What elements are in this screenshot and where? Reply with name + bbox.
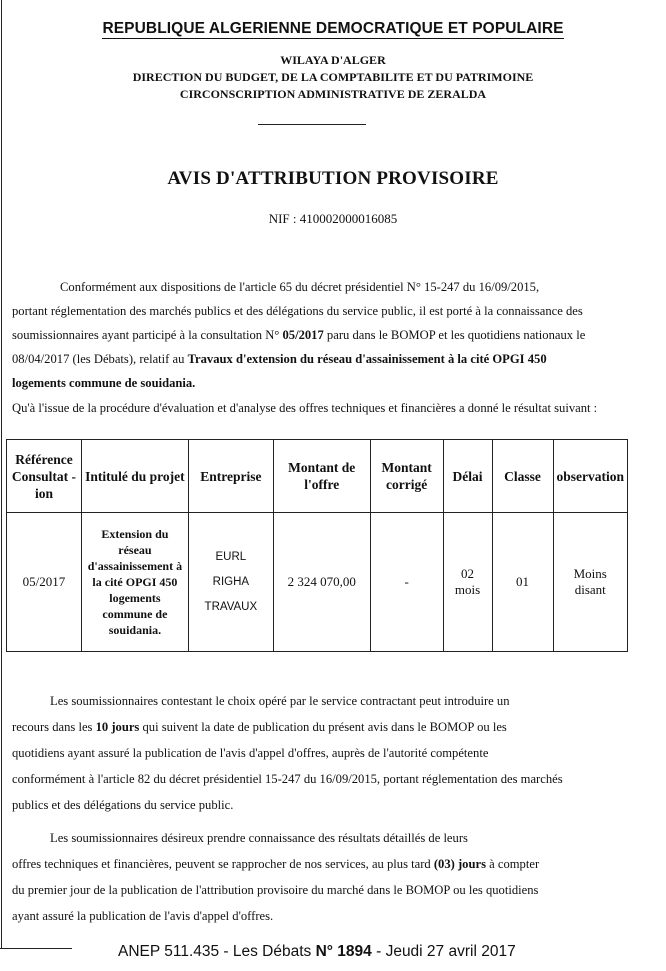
cell-observation: Moins disant	[553, 513, 628, 652]
intro-line: Conformément aux dispositions de l'article 65 du décret présidentiel N° 15-247 du 16/09/2015,	[60, 280, 540, 294]
header-classe: Classe	[492, 440, 553, 513]
header-entreprise: Entreprise	[188, 440, 273, 513]
direction-line: DIRECTION DU BUDGET, DE LA COMPTABILITE ET DU PATRIMOINE	[132, 70, 534, 84]
cell-classe: 01	[492, 513, 553, 652]
header-reference: Référence Consultat -ion	[7, 440, 82, 513]
intro-line: soumissionnaires ayant participé à la consultation N° 05/2017 paru dans le BOMOP et les quotidiens nationaux le	[12, 328, 586, 342]
heading-separator	[258, 124, 366, 125]
intro-line: portant réglementation des marchés publics et des délégations du service public, il est porté à la connaissance des	[12, 304, 583, 318]
republic-heading-text: REPUBLIQUE ALGERIENNE DEMOCRATIQUE ET POPULAIRE	[102, 20, 564, 37]
publication-footer: ANEP 511.435 - Les Débats N° 1894 - Jeudi 27 avril 2017	[118, 943, 516, 960]
cell-montant-corrige: -	[370, 513, 443, 652]
header-observation: observation	[553, 440, 628, 513]
resultats-line: du premier jour de la publication de l'attribution provisoire du marché dans le BOMOP ou les quotidiens	[12, 883, 539, 897]
cell-montant: 2 324 070,00	[273, 513, 370, 652]
recours-line: conformément à l'article 82 du décret présidentiel 15-247 du 16/09/2015, portant réglementation des marchés	[12, 772, 563, 786]
project-title-continued: logements commune de souidania.	[12, 376, 196, 390]
cell-delai: 02 mois	[443, 513, 492, 652]
table-row	[7, 513, 628, 652]
issue-number: N° 1894	[315, 943, 372, 960]
resultats-delay: (03) jours	[433, 857, 486, 871]
cell-intitule: Extension du réseau d'assainissement à la cité OPGI 450 logements commune de souidania.	[81, 513, 188, 652]
intro-line	[12, 371, 652, 395]
header-delai: Délai	[443, 440, 492, 513]
document-title: AVIS D'ATTRIBUTION PROVISOIRE	[167, 168, 499, 189]
resultats-paragraph	[12, 825, 652, 929]
header-montant: Montant de l'offre	[273, 440, 370, 513]
circonscription-line: CIRCONSCRIPTION ADMINISTRATIVE DE ZERALDA	[179, 87, 487, 101]
intro-line: 08/04/2017 (les Débats), relatif au Travaux d'extension du réseau d'assainissement à la cité OPGI 450	[12, 352, 547, 366]
recours-delay: 10 jours	[95, 720, 140, 734]
cell-reference: 05/2017	[7, 513, 82, 652]
resultats-line: offres techniques et financières, peuvent se rapprocher de nos services, au plus tard (03) jours à compter	[12, 857, 540, 871]
recours-line: quotidiens ayant assuré la publication de l'avis d'appel d'offres, auprès de l'autorité compétente	[12, 746, 489, 760]
recours-line: publics et des délégations du service public.	[12, 798, 234, 812]
resultats-line: Les soumissionnaires désireux prendre connaissance des résultats détaillés de leurs	[50, 831, 468, 845]
project-title: Travaux d'extension du réseau d'assainissement à la cité OPGI 450	[187, 352, 547, 366]
recours-line: Les soumissionnaires contestant le choix opéré par le service contractant peut introduire un	[50, 694, 510, 708]
bottom-rule-line	[0, 948, 72, 949]
table-header-row	[7, 440, 628, 513]
resultats-line: ayant assuré la publication de l'avis d'appel d'offres.	[12, 909, 274, 923]
header-intitule: Intitulé du projet	[81, 440, 188, 513]
consultation-number: 05/2017	[282, 328, 324, 342]
administration-heading	[0, 52, 666, 103]
results-table	[6, 439, 628, 652]
recours-paragraph	[12, 688, 652, 818]
cell-entreprise: EURL RIGHA TRAVAUX	[188, 513, 273, 652]
wilaya-line: WILAYA D'ALGER	[280, 53, 386, 67]
intro-paragraph	[12, 275, 652, 395]
result-intro: Qu'à l'issue de la procédure d'évaluation et d'analyse des offres techniques et financières a donné le résultat suivant :	[12, 401, 598, 415]
header-montant-corrige: Montant corrigé	[370, 440, 443, 513]
republic-heading	[0, 20, 666, 38]
nif-number: NIF : 410002000016085	[268, 211, 398, 226]
left-border-line	[1, 0, 2, 948]
recours-line: recours dans les 10 jours qui suivent la date de publication du présent avis dans le BOMOP ou les	[12, 720, 507, 734]
